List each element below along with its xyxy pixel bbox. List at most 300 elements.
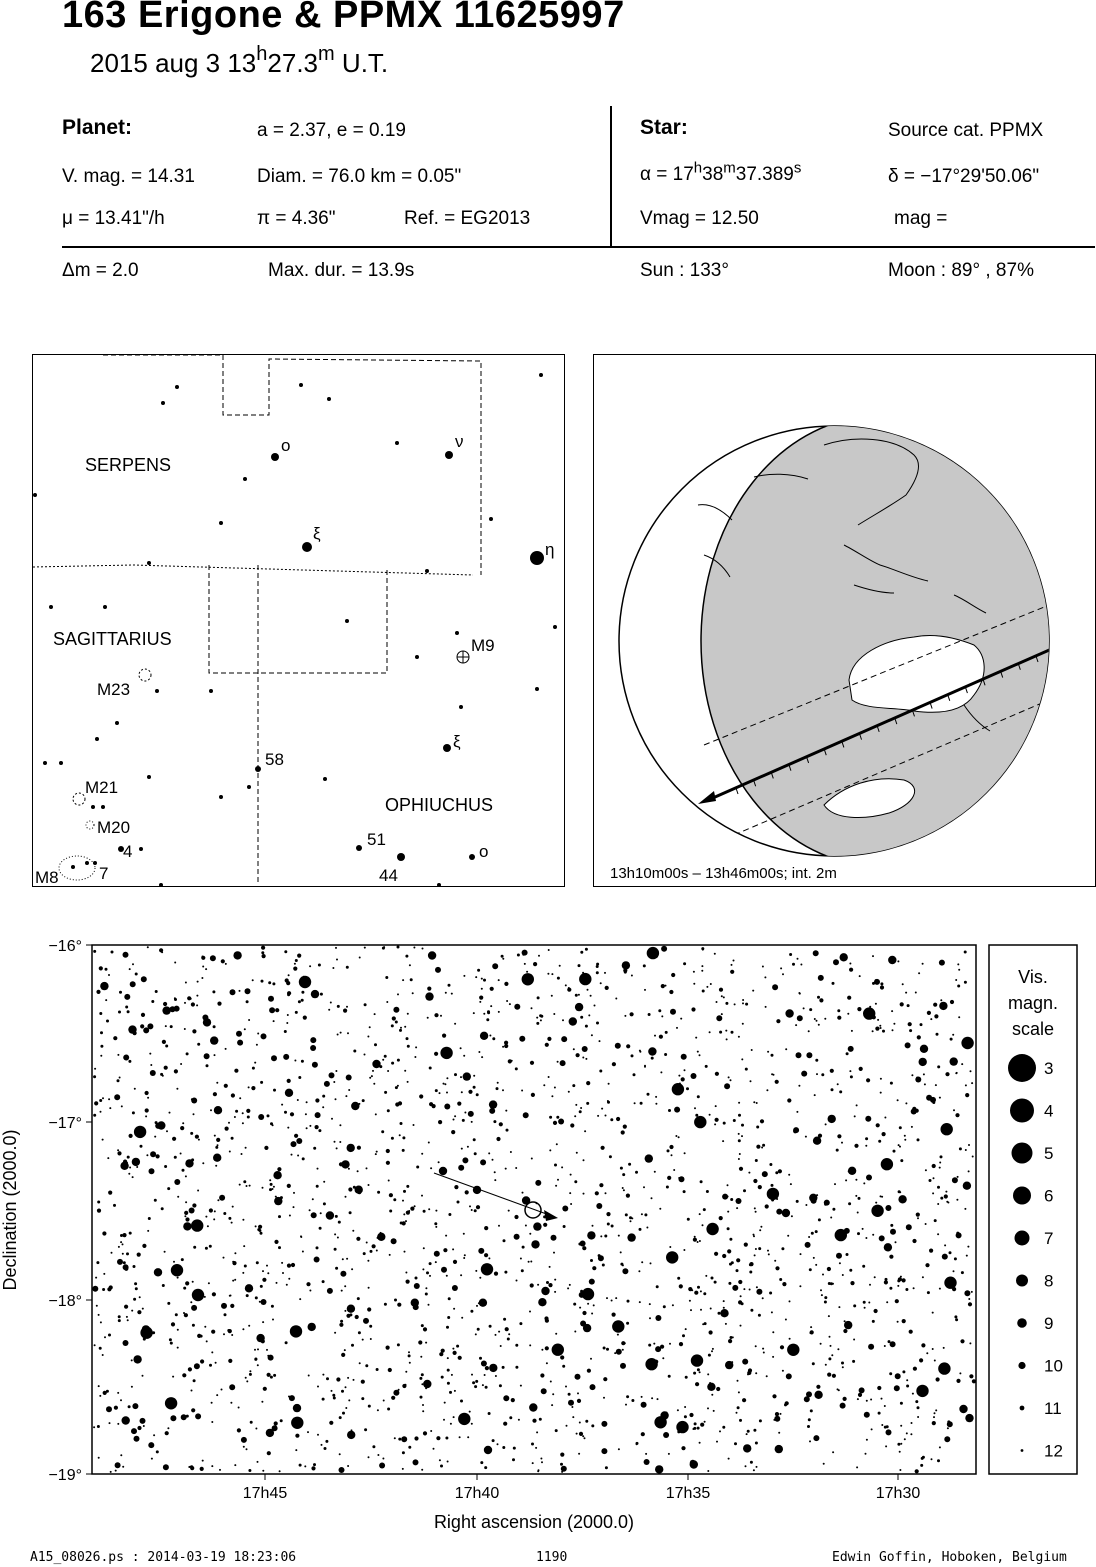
field-star — [753, 1429, 756, 1432]
field-star — [143, 1425, 145, 1427]
field-star — [663, 1305, 666, 1308]
field-star — [537, 996, 540, 999]
field-star — [132, 1158, 140, 1166]
field-star — [775, 1445, 783, 1453]
field-star — [753, 1234, 755, 1236]
field-star — [756, 1102, 758, 1104]
field-star — [348, 1168, 350, 1170]
field-star — [842, 1274, 844, 1276]
field-star — [515, 1366, 518, 1369]
field-star — [945, 1072, 949, 1076]
field-star — [297, 1099, 299, 1101]
field-star — [271, 1055, 277, 1061]
field-star — [932, 1421, 936, 1425]
field-star — [716, 1387, 720, 1391]
field-star — [425, 1342, 427, 1344]
field-star — [232, 1206, 234, 1208]
field-star — [128, 1405, 131, 1408]
field-star — [177, 1196, 179, 1198]
field-star — [677, 1430, 680, 1433]
field-star — [129, 968, 131, 970]
label-sagittarius: SAGITTARIUS — [53, 629, 172, 649]
field-star — [691, 1073, 697, 1079]
field-star — [492, 1159, 494, 1161]
field-star — [370, 1250, 373, 1253]
field-star — [152, 1331, 155, 1334]
field-star — [216, 1394, 218, 1396]
field-star — [256, 1334, 264, 1342]
field-star — [902, 1370, 905, 1373]
field-star — [422, 948, 424, 950]
field-star — [250, 1421, 253, 1424]
field-star — [552, 1344, 564, 1356]
field-star — [132, 963, 134, 965]
field-star — [878, 1412, 881, 1415]
field-star — [715, 1072, 719, 1076]
field-star — [630, 1012, 634, 1016]
field-star — [164, 1066, 168, 1070]
field-star — [844, 1321, 852, 1329]
field-star — [211, 1330, 215, 1334]
field-star — [515, 1067, 518, 1070]
event-date: 2015 aug 3 13 — [90, 48, 257, 78]
field-star — [831, 1354, 833, 1356]
field-star — [863, 1301, 866, 1304]
field-star — [966, 1255, 968, 1257]
field-star — [177, 1347, 179, 1349]
field-star — [699, 1054, 701, 1056]
field-star — [251, 1086, 255, 1090]
field-star — [141, 1013, 145, 1017]
field-star — [727, 1211, 729, 1213]
field-star — [724, 1083, 730, 1089]
field-star — [561, 1471, 563, 1473]
field-star — [838, 1306, 840, 1308]
field-star — [691, 1007, 695, 1011]
field-star — [933, 1003, 937, 1007]
field-star — [908, 1022, 912, 1026]
m23-cluster-icon — [139, 669, 151, 681]
field-star — [351, 1429, 353, 1431]
label-m9: M9 — [471, 636, 495, 655]
field-star — [555, 1185, 557, 1187]
field-star — [374, 1013, 376, 1015]
field-star — [902, 983, 904, 985]
field-star — [399, 1134, 401, 1136]
field-star — [524, 963, 526, 965]
field-star — [937, 1186, 940, 1189]
field-star — [727, 1227, 730, 1230]
field-star — [273, 1089, 276, 1092]
field-star — [714, 1281, 717, 1284]
field-star — [388, 1180, 390, 1182]
field-star — [600, 982, 602, 984]
field-star — [444, 1104, 450, 1110]
field-star — [780, 967, 782, 969]
field-star — [499, 1122, 503, 1126]
field-star — [391, 1238, 397, 1244]
field-star — [760, 1226, 762, 1228]
field-star — [117, 1392, 119, 1394]
field-star — [771, 1054, 774, 1057]
field-star — [721, 1013, 723, 1015]
field-star — [489, 1108, 495, 1114]
field-star — [302, 1251, 304, 1253]
field-star — [295, 1434, 299, 1438]
field-star — [485, 1366, 489, 1370]
field-star — [694, 1107, 696, 1109]
field-star — [541, 1287, 549, 1295]
field-star — [798, 1085, 800, 1087]
field-star — [147, 946, 149, 948]
field-star — [306, 977, 310, 981]
legend-star-11 — [1020, 1406, 1025, 1411]
field-star — [209, 1245, 212, 1248]
field-star — [249, 1185, 251, 1187]
field-star — [281, 1262, 283, 1264]
field-star — [154, 1268, 162, 1276]
field-star — [739, 1153, 741, 1155]
field-star — [269, 1179, 271, 1181]
field-star — [939, 1002, 947, 1010]
field-star — [262, 1321, 264, 1323]
field-star — [881, 1398, 883, 1400]
field-star — [201, 956, 205, 960]
field-star — [622, 1349, 624, 1351]
field-star — [105, 999, 107, 1001]
field-star — [911, 1126, 913, 1128]
field-star — [239, 990, 241, 992]
field-star — [601, 1448, 607, 1454]
legend-star-7 — [1015, 1231, 1030, 1246]
field-star — [509, 1003, 511, 1005]
field-star — [706, 1223, 718, 1235]
field-star — [756, 1126, 759, 1129]
field-star — [890, 1229, 896, 1235]
field-star — [246, 1185, 248, 1187]
field-star — [579, 1432, 583, 1436]
field-star — [605, 1115, 607, 1117]
field-star — [254, 1358, 257, 1361]
field-star — [169, 1338, 172, 1341]
field-star — [340, 1271, 346, 1277]
field-star — [831, 1088, 834, 1091]
field-star — [900, 1425, 902, 1427]
field-star — [866, 1400, 868, 1402]
field-star — [952, 1034, 954, 1036]
field-star — [916, 1077, 918, 1079]
field-star — [947, 1427, 949, 1429]
field-star — [372, 1070, 374, 1072]
field-star — [420, 1396, 423, 1399]
field-star — [811, 1232, 814, 1235]
footer-author: Edwin Goffin, Hoboken, Belgium — [832, 1550, 1067, 1565]
field-star — [291, 1263, 295, 1267]
field-star — [398, 1438, 401, 1441]
field-star — [231, 1334, 233, 1336]
field-star — [258, 1114, 264, 1120]
field-star — [809, 1268, 812, 1271]
field-star — [626, 1044, 630, 1048]
field-star — [772, 984, 778, 990]
field-star — [293, 1206, 295, 1208]
field-star — [312, 1062, 318, 1068]
field-star — [522, 1192, 524, 1194]
field-star — [273, 1186, 275, 1188]
field-star — [610, 1118, 613, 1121]
field-star — [376, 1368, 379, 1371]
field-star — [165, 1025, 167, 1027]
field-star — [738, 1280, 742, 1284]
field-star — [797, 958, 799, 960]
field-star — [341, 1390, 344, 1393]
field-star — [169, 1112, 171, 1114]
field-star — [439, 1352, 443, 1356]
field-star — [348, 1187, 352, 1191]
field-star — [323, 1181, 325, 1183]
field-star — [468, 1111, 474, 1117]
planet-vmag: V. mag. = 14.31 — [62, 166, 195, 187]
field-star — [857, 1007, 861, 1011]
field-star — [584, 1437, 586, 1439]
field-star — [267, 1114, 270, 1117]
field-star — [809, 1332, 811, 1334]
hour-mark: h — [256, 43, 268, 66]
field-star — [722, 1426, 725, 1429]
event-datetime — [90, 43, 389, 79]
field-star — [234, 1279, 236, 1281]
field-star — [154, 1199, 157, 1202]
field-star — [568, 1091, 570, 1093]
field-star — [769, 1163, 772, 1166]
field-star — [790, 1183, 792, 1185]
field-star — [452, 1348, 454, 1350]
field-star — [435, 1226, 437, 1228]
field-star — [369, 1325, 372, 1328]
field-star — [460, 1047, 462, 1049]
field-star — [723, 1307, 725, 1309]
field-star — [850, 1075, 853, 1078]
field-star — [126, 1316, 128, 1318]
field-star — [631, 1054, 634, 1057]
field-star — [210, 1109, 212, 1111]
field-star — [475, 1270, 477, 1272]
field-star — [845, 1179, 847, 1181]
field-star — [165, 1397, 177, 1409]
field-star — [612, 1062, 616, 1066]
field-star — [237, 1040, 243, 1046]
field-star — [562, 1206, 568, 1212]
field-star — [263, 1387, 267, 1391]
field-star — [503, 1318, 506, 1321]
field-star — [172, 1376, 174, 1378]
legend-star-5 — [1012, 1143, 1033, 1164]
field-star — [274, 1421, 278, 1425]
field-star — [865, 1237, 867, 1239]
field-star — [147, 1023, 153, 1029]
field-star — [899, 1126, 902, 1129]
field-star — [400, 1122, 403, 1125]
field-star — [964, 951, 967, 954]
field-star — [582, 972, 584, 974]
field-star — [645, 1358, 657, 1370]
field-star — [741, 1135, 743, 1137]
field-star — [647, 1093, 650, 1096]
field-star — [944, 1436, 950, 1442]
field-star — [569, 1192, 571, 1194]
field-star — [815, 1264, 817, 1266]
field-star — [866, 1078, 870, 1082]
field-star — [217, 1002, 221, 1006]
field-star — [245, 988, 251, 994]
field-star — [575, 1374, 581, 1380]
field-star — [832, 1374, 836, 1378]
field-star — [384, 1091, 387, 1094]
field-star — [654, 1171, 656, 1173]
field-star — [332, 1394, 335, 1397]
field-star — [366, 1242, 368, 1244]
field-star — [579, 1307, 581, 1309]
field-star — [864, 1307, 866, 1309]
field-star — [540, 1373, 544, 1377]
field-star — [706, 986, 708, 988]
field-star — [848, 1167, 856, 1175]
label-nu: ν — [455, 432, 464, 451]
field-star — [706, 1190, 709, 1193]
field-star — [738, 1139, 741, 1142]
finder-star — [147, 775, 151, 779]
field-star — [688, 1287, 692, 1291]
field-star — [884, 1280, 888, 1284]
field-star — [965, 1414, 973, 1422]
field-star — [568, 987, 570, 989]
field-star — [229, 1151, 231, 1153]
field-star — [693, 1372, 696, 1375]
field-star — [803, 1007, 805, 1009]
field-star — [851, 1030, 853, 1032]
field-star — [400, 1027, 402, 1029]
field-star — [93, 1114, 96, 1117]
field-star — [488, 1412, 491, 1415]
field-star — [547, 973, 549, 975]
field-star — [900, 1159, 903, 1162]
field-star — [775, 1266, 779, 1270]
field-star — [596, 971, 599, 974]
field-star — [926, 1352, 928, 1354]
field-star — [537, 1470, 539, 1472]
field-star — [836, 1149, 839, 1152]
field-star — [740, 1325, 742, 1327]
field-star — [532, 1462, 534, 1464]
field-star — [660, 1411, 668, 1419]
field-star — [446, 1077, 448, 1079]
field-star — [723, 1300, 725, 1302]
field-star — [285, 1341, 288, 1344]
field-star — [577, 1399, 581, 1403]
y-tick-16: −16° — [48, 938, 82, 955]
field-star — [416, 1166, 419, 1169]
field-star — [507, 1338, 510, 1341]
field-star — [310, 1045, 316, 1051]
field-star — [895, 1373, 901, 1379]
field-star — [734, 1442, 737, 1445]
field-star — [164, 1165, 167, 1168]
field-star — [575, 994, 578, 997]
x-tick-1735: 17h35 — [665, 1485, 711, 1502]
field-star — [382, 1458, 384, 1460]
field-star — [843, 1397, 847, 1401]
field-star — [153, 1434, 155, 1436]
field-star — [193, 1246, 196, 1249]
field-star — [474, 1152, 477, 1155]
field-star — [815, 1059, 818, 1062]
field-star — [603, 1377, 607, 1381]
field-star — [372, 1244, 376, 1248]
field-star — [450, 1423, 452, 1425]
field-star — [295, 968, 297, 970]
field-star — [728, 1339, 732, 1343]
x-tick-1730: 17h30 — [875, 1485, 921, 1502]
field-star — [869, 1006, 871, 1008]
field-star — [621, 1341, 625, 1345]
field-star — [481, 1056, 483, 1058]
field-star — [113, 1036, 117, 1040]
field-star — [521, 1269, 524, 1272]
field-star — [137, 1253, 141, 1257]
field-star — [618, 1448, 620, 1450]
field-star — [523, 1112, 529, 1118]
field-star — [929, 1179, 932, 1182]
field-star — [934, 1360, 936, 1362]
field-star — [287, 1264, 291, 1268]
field-star — [136, 1166, 138, 1168]
field-star — [447, 1316, 450, 1319]
field-star — [309, 1290, 311, 1292]
field-star — [934, 1412, 936, 1414]
field-star — [703, 1292, 706, 1295]
field-star — [406, 1037, 409, 1040]
field-star — [219, 1469, 221, 1471]
field-star — [119, 991, 122, 994]
field-star — [580, 1107, 582, 1109]
field-star — [747, 1430, 750, 1433]
field-star — [339, 1453, 341, 1455]
field-star — [830, 1069, 834, 1073]
field-star — [857, 1212, 859, 1214]
field-star — [257, 1348, 259, 1350]
field-star — [329, 1421, 333, 1425]
field-star — [697, 1368, 700, 1371]
field-star — [736, 1412, 738, 1414]
field-star — [733, 1119, 736, 1122]
field-star — [458, 1165, 464, 1171]
field-star — [503, 1422, 507, 1426]
field-star — [347, 1144, 355, 1152]
field-star — [865, 1145, 867, 1147]
field-star — [475, 1380, 478, 1383]
planet-motion: μ = 13.41"/h — [62, 208, 165, 229]
field-star — [245, 1377, 247, 1379]
field-star — [351, 1268, 353, 1270]
field-star — [881, 1424, 883, 1426]
field-star — [269, 1188, 272, 1191]
field-star — [561, 1036, 567, 1042]
field-star — [728, 1282, 731, 1285]
field-star — [216, 1082, 218, 1084]
field-star — [284, 950, 287, 953]
field-star — [407, 1013, 409, 1015]
field-star — [406, 1185, 409, 1188]
